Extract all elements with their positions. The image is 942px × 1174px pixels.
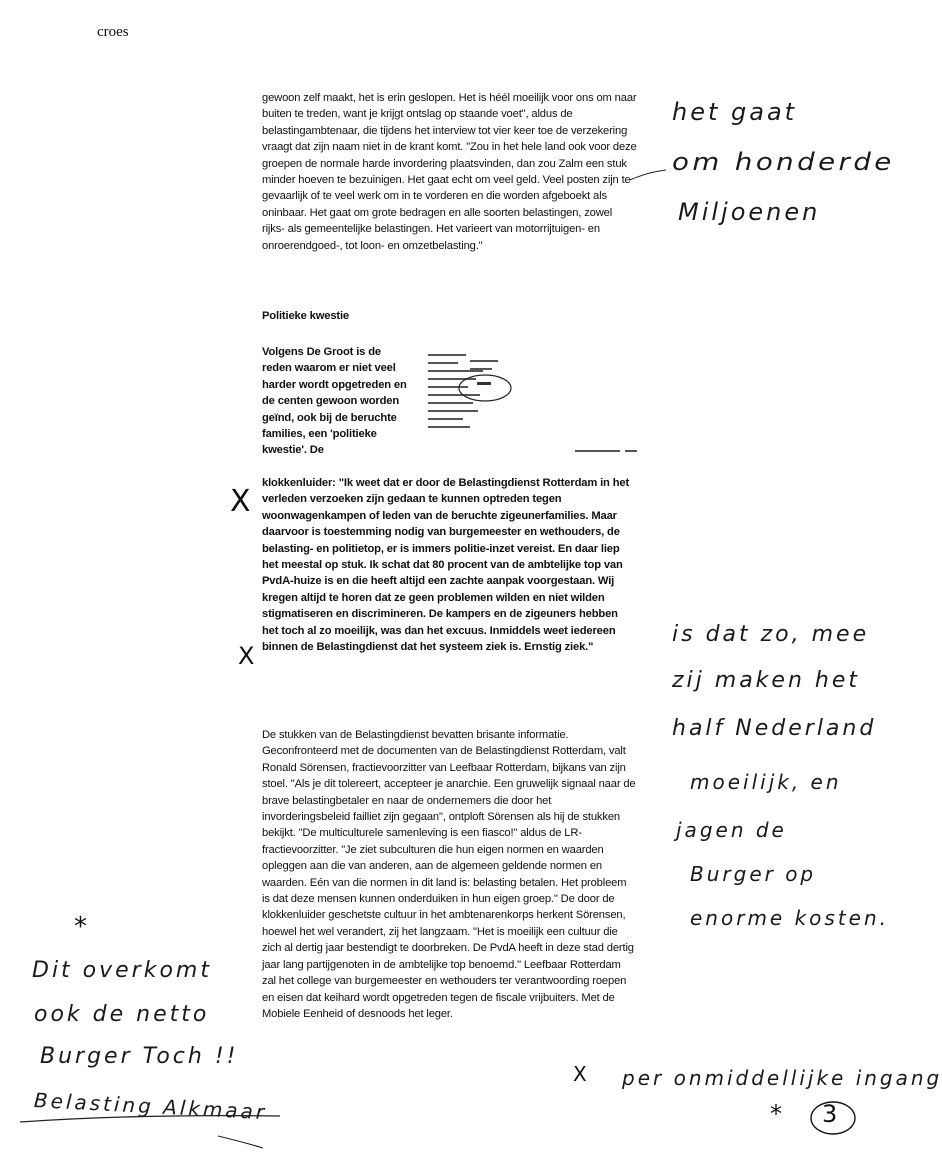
page-number: 3 (822, 1100, 838, 1128)
handwritten-note-line: Dit overkomt (32, 958, 212, 983)
page-header-label: croes (97, 24, 129, 40)
handwritten-note-line: Burger op (690, 862, 817, 886)
asterisk-mark: * (770, 1100, 782, 1128)
x-mark: X (230, 484, 251, 519)
handwritten-note-line: half Nederland (672, 716, 877, 741)
handwritten-note-line: om honderde (672, 148, 895, 176)
quote-intro: Volgens De Groot is de reden waarom er niet veel harder wordt opgetreden en de centen gewoon worden geïnd, ook bij de beruchte families, een 'politieke kwestie'. De (262, 346, 407, 457)
x-mark: X (238, 642, 255, 670)
handwritten-note-line: enorme kosten. (690, 906, 890, 930)
handwritten-note-line: zij maken het (672, 668, 860, 693)
page-number-circle (808, 1098, 858, 1138)
handwritten-note-line: het gaat (672, 98, 798, 126)
handwritten-note-line: jagen de (676, 818, 787, 842)
x-mark: X (573, 1062, 587, 1086)
embedded-document-thumbnail (425, 350, 640, 460)
pencil-connector-line (628, 166, 668, 186)
handwritten-note-line: moeilijk, en (690, 770, 842, 794)
handwritten-note-line: ook de netto (34, 1002, 210, 1027)
handwritten-note-line: is dat zo, mee (672, 622, 870, 647)
handwritten-note-bottom-right: per onmiddellijke ingang (622, 1066, 942, 1090)
handwritten-note-line: Miljoenen (678, 198, 821, 226)
handwritten-note-line: Burger Toch !! (40, 1044, 239, 1069)
signature-underline (18, 1110, 288, 1150)
asterisk-mark: * (74, 912, 87, 942)
handwritten-signature: Belasting Alkmaar (33, 1088, 268, 1125)
section-heading: Politieke kwestie (262, 310, 349, 322)
article-paragraph-3: De stukken van de Belastingdienst bevatten brisante informatie. Geconfronteerd met de documenten van de Belastingdienst Rotterdam, valt Ronald Sörensen, fractievoorzitter van Leefbaar Rotterdam, bijkans van zijn stoel. "Als je dit tolereert, accepteer je anarchie. Een gruwelijk signaal naar de brave belastingbetaler en naar de ondernemers die door het invorderingsbeleid failliet zijn gegaan", ontploft Sörensen als hij de stukken bekijkt. "De multiculturele samenleving is een fiasco!" aldus de LR-fractievoorzitter. "Je ziet subculturen die hun eigen normen en waarden opleggen aan die van anderen, aan de algemeen geldende normen en waarden. Eén van die normen in dit land is: belasting betalen. Het probleem is dat deze mensen kunnen onderduiken in hun eigen groep." De door de klokkenluider geschetste cultuur in het ambtenarenkorps herkent Sörensen, hoewel het wel verandert, zij het langzaam. "Het is moeilijk een cultuur die zich al dertig jaar bestendigt te doorbreken. De PvdA heeft in deze stad dertig jaar lang partijgenoten in de ambtelijke top benoemd." Leefbaar Rotterdam zal het college van burgemeester en wethouders ter verantwoording roepen en eisen dat keihard wordt opgetreden tegen de fiscale vrijbuiters. Met de Mobiele Eenheid of desnoods het leger. (262, 729, 636, 1020)
article-paragraph-1: gewoon zelf maakt, het is erin geslopen. Het is héél moeilijk voor ons om naar buiten te treden, want je krijgt ontslag op staande voet", aldus de belastingambtenaar, die tijdens het interview tot vier keer toe de verzekering vraagt dat zijn naam niet in de krant komt. "Zou in het hele land ook voor deze groepen de normale harde invordering plaatsvinden, dan zou Zalm een stuk minder hoeven te bezuinigen. Het gaat echt om veel geld. Veel posten zijn te gevaarlijk of te veel werk om in te vorderen en die worden afgeboekt als oninbaar. Het gaat om grote bedragen en alle soorten belastingen, zowel rijks- als gemeentelijke belastingen. Het varieert van motorrijtuigen- en onroerendgoed-, tot loon- en omzetbelasting." (262, 92, 637, 252)
whistleblower-quote: klokkenluider: "Ik weet dat er door de Belastingdienst Rotterdam in het verleden verzoeken zijn gedaan te kunnen optreden tegen woonwagenkampen of leden van de beruchte zigeunerfamilies. Maar daarvoor is toestemming nodig van burgemeester en wethouders, de belasting- en politietop, er is immers politie-inzet vereist. En daar liep het meestal op stuk. Ik schat dat 80 procent van de ambtelijke top van PvdA-huize is en die heeft altijd een zachte aanpak voorgestaan. Wij kregen altijd te horen dat ze geen problemen wilden en niet wilden stigmatiseren en discrimineren. De kampers en de zigeuners hebben het toch al zo moeilijk, was dan het excuus. Inmiddels weet iedereen binnen de Belastingdienst dat het systeem ziek is. Ernstig ziek." (262, 477, 630, 654)
